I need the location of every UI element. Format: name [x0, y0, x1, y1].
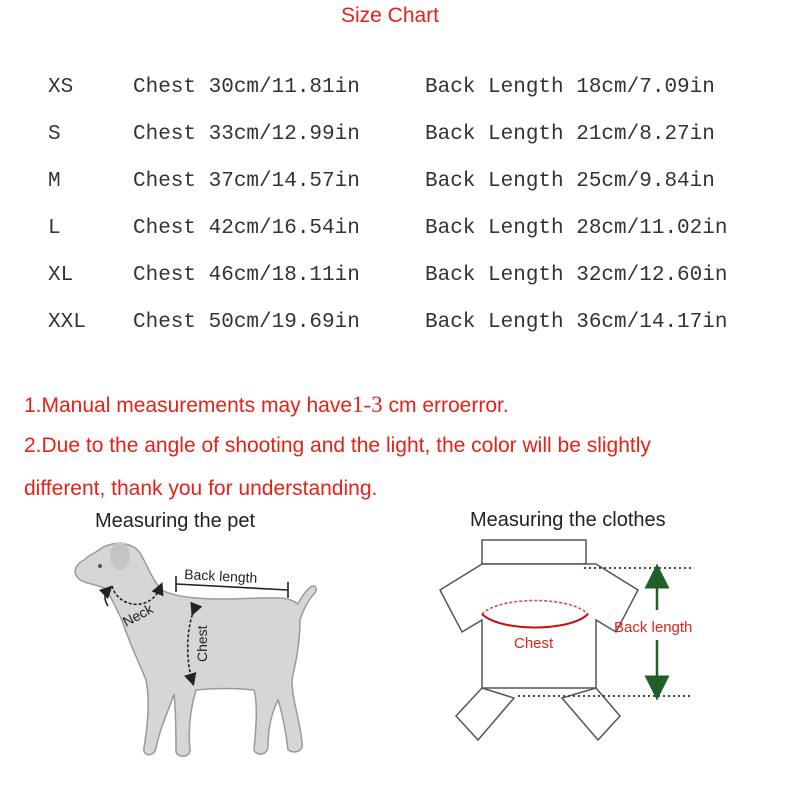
size-label: S [48, 123, 61, 146]
size-label: XS [48, 76, 74, 99]
note-color-line1: 2.Due to the angle of shooting and the light, the color will be slightly [24, 434, 651, 457]
size-label: XL [48, 264, 74, 287]
dog-back-length-label: Back length [183, 566, 258, 586]
dog-eye [98, 564, 102, 568]
chest-measurement: Chest 30cm/11.81in [133, 76, 360, 99]
clothes-right-leg [562, 688, 620, 740]
size-label: M [48, 170, 61, 193]
back-length-measurement: Back Length 28cm/11.02in [425, 217, 728, 240]
dog-illustration [75, 542, 316, 756]
back-length-arrow [176, 584, 288, 590]
dog-neck-label: Neck [119, 600, 156, 630]
clothes-back-length-label: Back length [614, 619, 693, 636]
chest-measurement: Chest 42cm/16.54in [133, 217, 360, 240]
back-length-measurement: Back Length 36cm/14.17in [425, 311, 728, 334]
back-length-measurement: Back Length 21cm/8.27in [425, 123, 715, 146]
back-length-measurement: Back Length 25cm/9.84in [425, 170, 715, 193]
note1-range: 1-3 [352, 392, 383, 417]
note1-prefix: 1.Manual measurements may have [24, 394, 352, 417]
dog-ear-shape [110, 542, 130, 570]
clothes-chest-label: Chest [514, 635, 554, 652]
size-label: XXL [48, 311, 86, 334]
chest-measurement: Chest 50cm/19.69in [133, 311, 360, 334]
pet-diagram-heading: Measuring the pet [95, 510, 256, 532]
page-title: Size Chart [340, 4, 440, 27]
note-color-line2: different, thank you for understanding. [24, 477, 378, 500]
note1-suffix: cm erroerror. [382, 394, 509, 417]
clothes-left-leg [456, 688, 514, 740]
clothes-illustration [440, 540, 692, 740]
back-length-measurement: Back Length 18cm/7.09in [425, 76, 715, 99]
dog-chest-label: Chest [194, 625, 210, 662]
chest-measurement: Chest 46cm/18.11in [133, 264, 360, 287]
clothes-collar [482, 540, 586, 564]
clothes-body [440, 564, 638, 688]
size-label: L [48, 217, 61, 240]
chest-measurement: Chest 33cm/12.99in [133, 123, 360, 146]
clothes-diagram-heading: Measuring the clothes [470, 509, 666, 531]
back-length-measurement: Back Length 32cm/12.60in [425, 264, 728, 287]
chest-measurement: Chest 37cm/14.57in [133, 170, 360, 193]
